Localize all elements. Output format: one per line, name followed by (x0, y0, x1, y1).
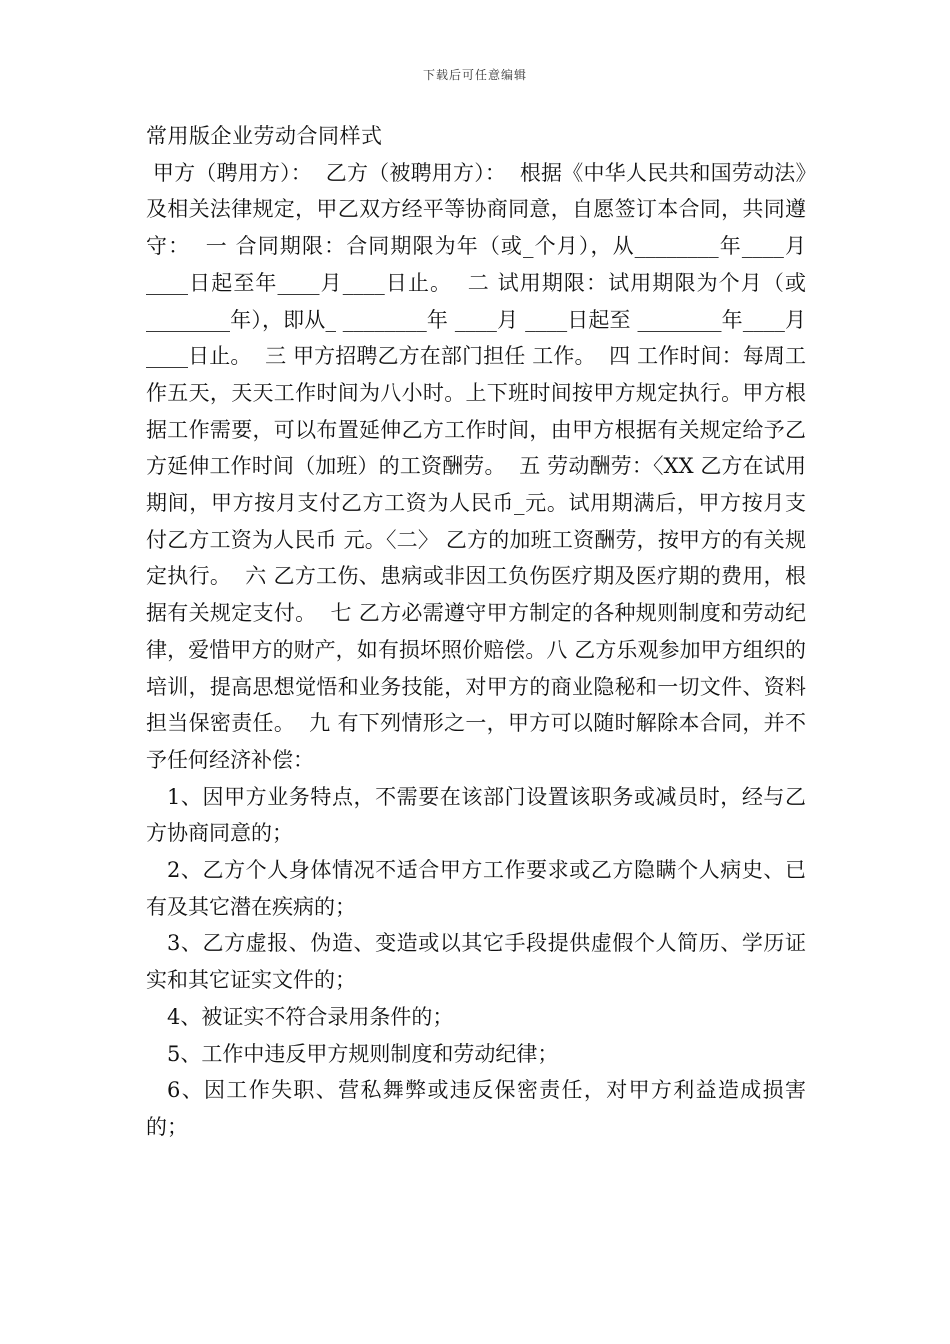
document-title: 常用版企业劳动合同样式 (146, 124, 383, 148)
contract-body-paragraph: 甲方（聘用方）： 乙方（被聘用方）： 根据《中华人民共和国劳动法》及相关法律规定，甲乙双方经平等协商同意，自愿签订本合同，共同遵守： 一 合同期限：合同期限为年（或_个月），从________年____月____日起至年____月____日止。 二 试用期限：试用期限为个月（或________年），即从_ ________年 ____月 ____日起至 ________年____月____日止。 三 甲方招聘乙方在部门担任 工作。 四 工作时间：每周工作五天，天天工作时间为八小时。上下班时间按甲方规定执行。甲方根据工作需要，可以布置延伸乙方工作时间，由甲方根据有关规定给予乙方延伸工作时间（加班）的工资酬劳。 五 劳动酬劳：〈XX 乙方在试用期间，甲方按月支付乙方工资为人民币_元。试用期满后，甲方按月支付乙方工资为人民币 元。〈二〉 乙方的加班工资酬劳，按甲方的有关规定执行。 六 乙方工伤、患病或非因工负伤医疗期及医疗期的费用，根据有关规定支付。 七 乙方必需遵守甲方制定的各种规则制度和劳动纪律，爱惜甲方的财产，如有损坏照价赔偿。八 乙方乐观参加甲方组织的培训，提高思想觉悟和业务技能，对甲方的商业隐秘和一切文件、资料担当保密责任。 九 有下列情形之一，甲方可以随时解除本合同，并不予任何经济补偿： (146, 160, 806, 772)
termination-item-5: 5、工作中违反甲方规则制度和劳动纪律； (167, 1041, 559, 1066)
termination-item-1: 1、因甲方业务特点，不需要在该部门设置该职务或减员时，经与乙方协商同意的； (146, 784, 806, 846)
termination-item-2: 2、乙方个人身体情况不适合甲方工作要求或乙方隐瞒个人病史、已有及其它潜在疾病的； (146, 858, 806, 919)
termination-item-6: 6、因工作失职、营私舞弊或违反保密责任，对甲方利益造成损害的； (146, 1078, 806, 1139)
page-header: 下载后可任意编辑 (422, 68, 527, 82)
document-body (146, 118, 806, 1146)
termination-item-4: 4、被证实不符合录用条件的； (167, 1004, 454, 1029)
termination-item-3: 3、乙方虚报、伪造、变造或以其它手段提供虚假个人简历、学历证实和其它证实文件的； (146, 931, 806, 993)
